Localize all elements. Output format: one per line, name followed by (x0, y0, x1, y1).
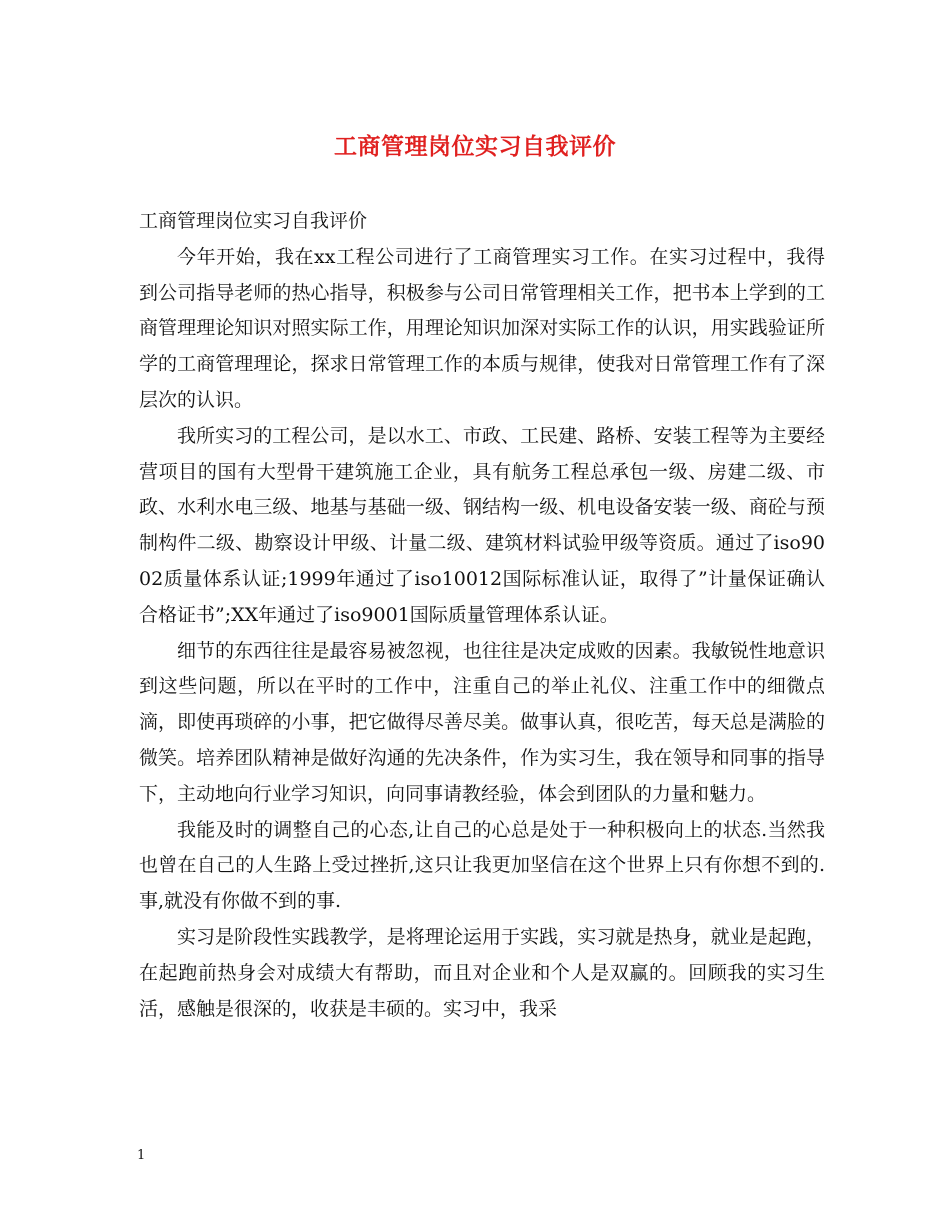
paragraph-4: 我能及时的调整自己的心态,让自己的心总是处于一种积极向上的状态.当然我也曾在自己的人生路上受过挫折,这只让我更加坚信在这个世界上只有你想不到的.事,就没有你做不到的事. (139, 818, 825, 913)
document-subtitle: 工商管理岗位实习自我评价 (139, 210, 368, 232)
document-title: 工商管理岗位实习自我评价 (334, 133, 616, 160)
paragraph-2: 我所实习的工程公司，是以水工、市政、工民建、路桥、安装工程等为主要经营项目的国有大型骨干建筑施工企业，具有航务工程总承包一级、房建二级、市政、水利水电三级、地基与基础一级、钢结构一级、机电设备安装一级、商砼与预制构件二级、勘察设计甲级、计量二级、建筑材料试验甲级等资质。通过了iso9002质量体系认证;1999年通过了iso10012国际标准认证，取得了”计量保证确认合格证书”;XX年通过了iso9001国际质量管理体系认证。 (139, 424, 825, 626)
paragraph-1: 今年开始，我在xx工程公司进行了工商管理实习工作。在实习过程中，我得到公司指导老师的热心指导，积极参与公司日常管理相关工作，把书本上学到的工商管理理论知识对照实际工作，用理论知识加深对实际工作的认识，用实践验证所学的工商管理理论，探求日常管理工作的本质与规律，使我对日常管理工作有了深层次的认识。 (139, 245, 825, 411)
document-body (139, 204, 825, 1027)
page-number: 1 (137, 1148, 146, 1163)
paragraph-3: 细节的东西往往是最容易被忽视，也往往是决定成败的因素。我敏锐性地意识到这些问题，所以在平时的工作中，注重自己的举止礼仪、注重工作中的细微点滴，即使再琐碎的小事，把它做得尽善尽美。做事认真，很吃苦，每天总是满脸的微笑。培养团队精神是做好沟通的先决条件，作为实习生，我在领导和同事的指导下，主动地向行业学习知识，向同事请教经验，体会到团队的力量和魅力。 (139, 639, 825, 805)
paragraph-5: 实习是阶段性实践教学，是将理论运用于实践，实习就是热身，就业是起跑，在起跑前热身会对成绩大有帮助，而且对企业和个人是双赢的。回顾我的实习生活，感触是很深的，收获是丰硕的。实习中，我采 (139, 925, 825, 1020)
